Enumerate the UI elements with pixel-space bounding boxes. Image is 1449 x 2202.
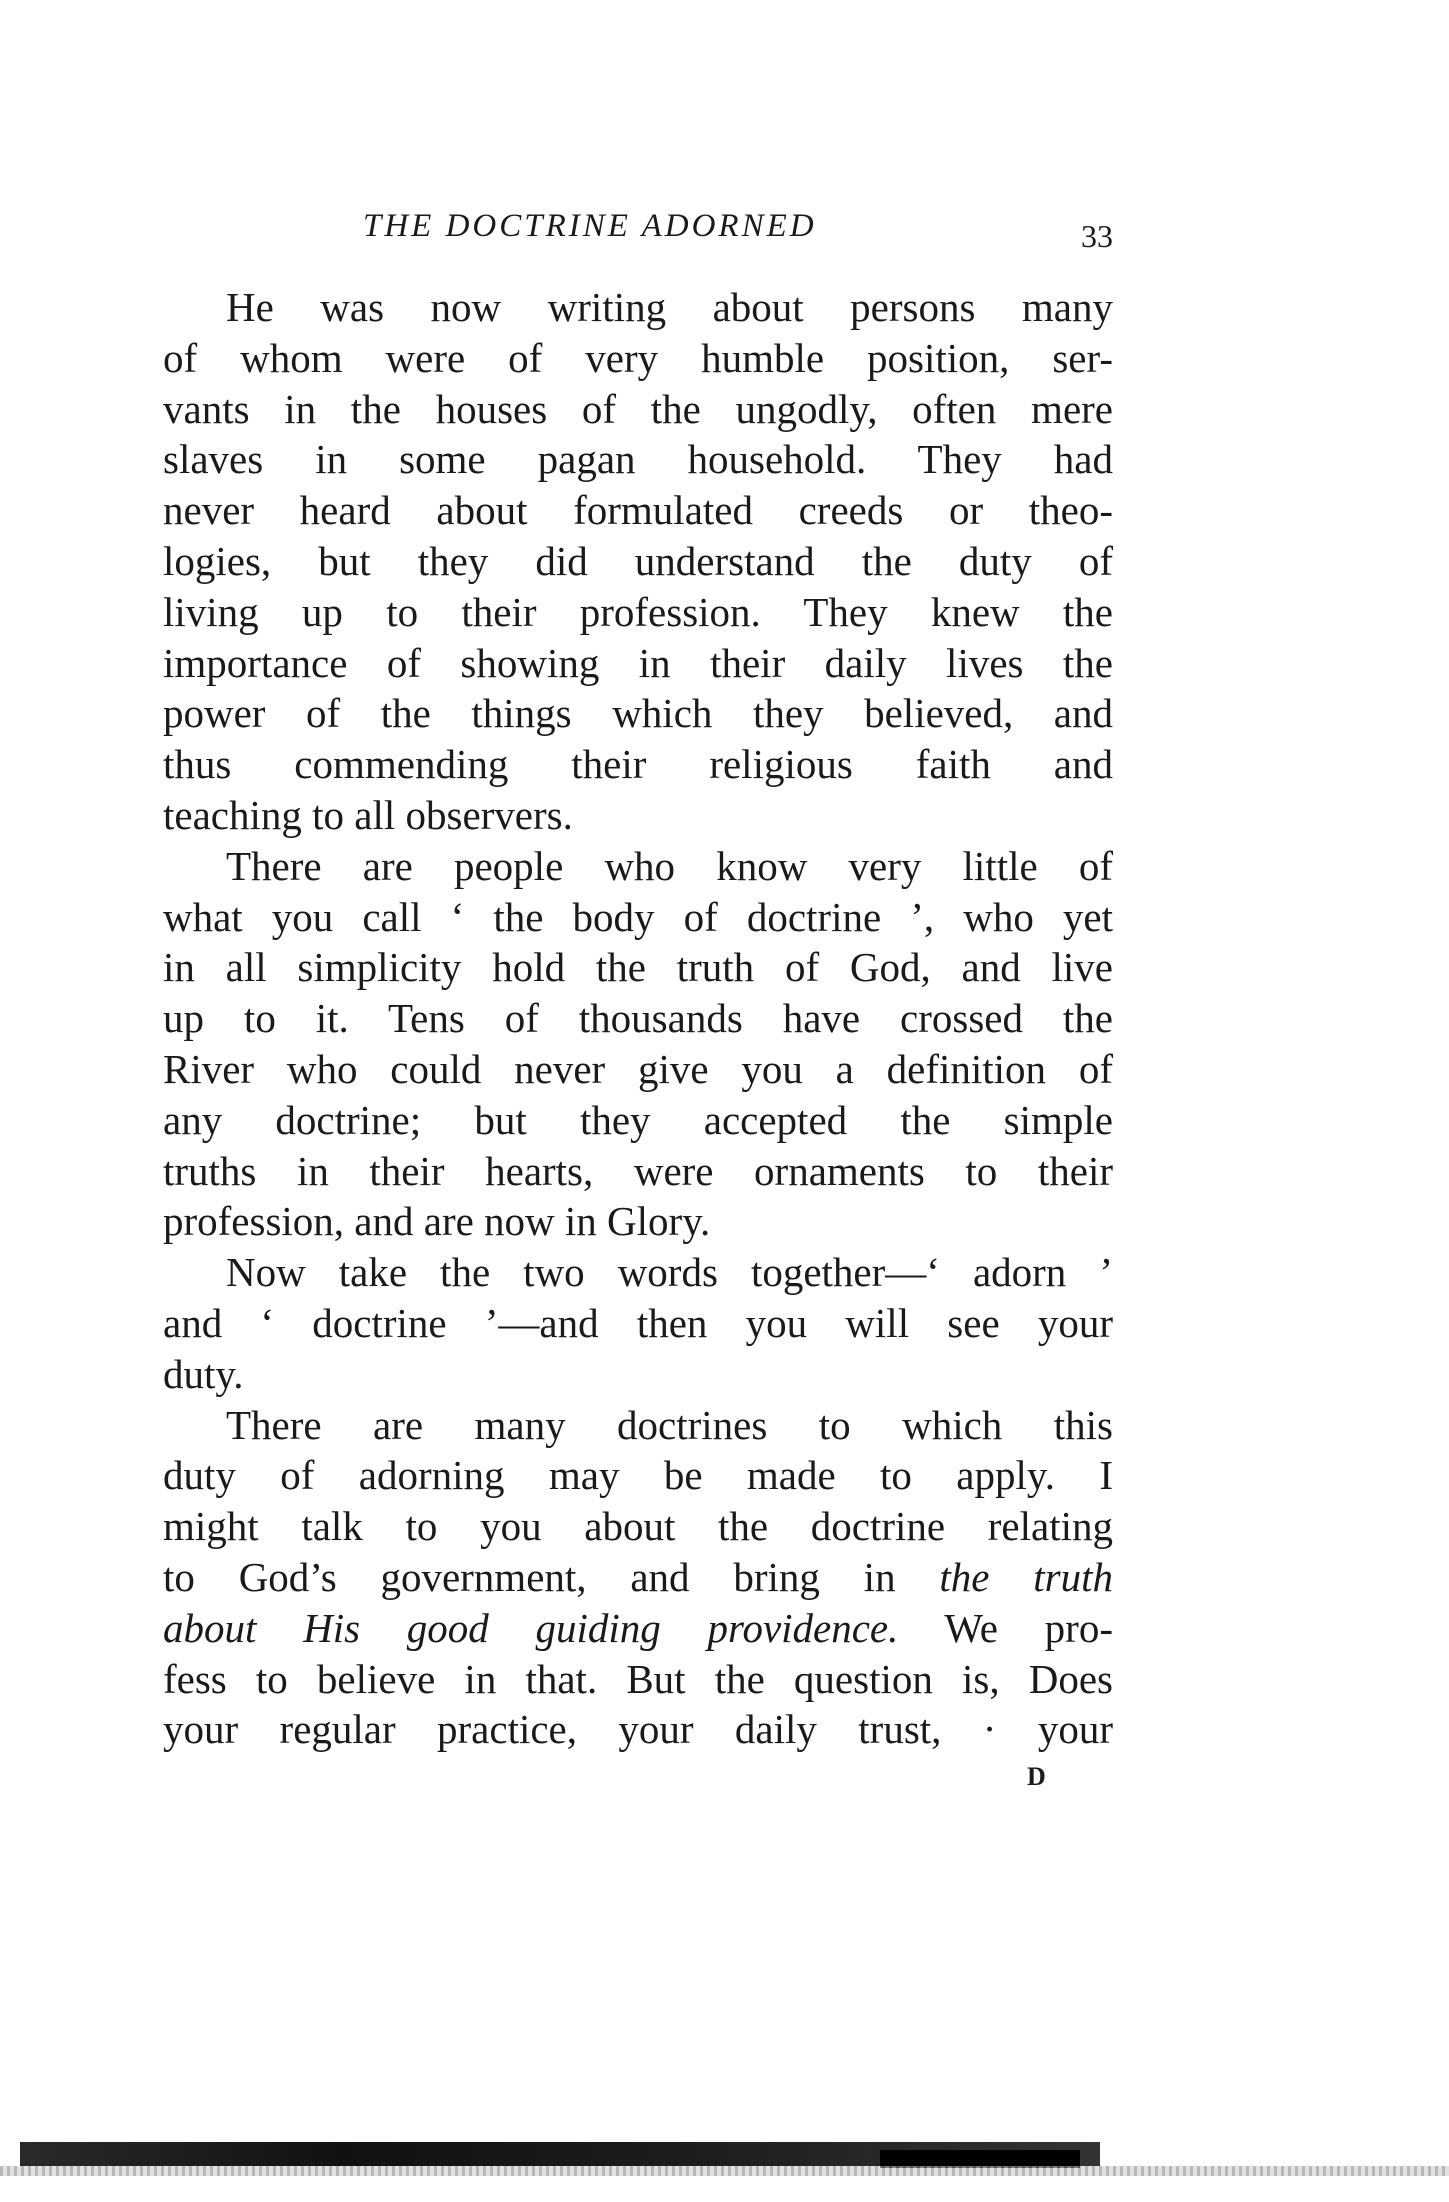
text-line: slaves in some pagan household. They had <box>163 436 1113 483</box>
text-line: Now take the two words together—‘ adorn ’ <box>226 1249 1113 1296</box>
text-line: fess to believe in that. But the question is, Does <box>163 1655 1113 1702</box>
italic-segment: about His good guiding providence. <box>163 1604 899 1651</box>
running-head-title: THE DOCTRINE ADORNED <box>363 208 817 244</box>
text-segment: to God’s government, and bring in <box>163 1553 940 1600</box>
signature-mark: D <box>1027 1762 1046 1791</box>
scan-edge-bar <box>0 2142 1449 2172</box>
text-line-mixed <box>163 1603 1113 1654</box>
text-line: duty of adorning may be made to apply. I <box>163 1452 1113 1499</box>
text-line: power of the things which they believed, and <box>163 690 1113 737</box>
italic-segment: the truth <box>939 1553 1114 1600</box>
text-line-mixed <box>163 1552 1113 1603</box>
text-line: any doctrine; but they accepted the simple <box>163 1096 1113 1143</box>
text-line: duty. <box>163 1350 244 1397</box>
text-line: your regular practice, your daily trust, · your <box>163 1706 1113 1753</box>
text-line: thus commending their religious faith and <box>163 741 1113 788</box>
text-line: in all simplicity hold the truth of God, and live <box>163 944 1113 991</box>
text-line: living up to their profession. They knew the <box>163 588 1113 635</box>
text-line: and ‘ doctrine ’—and then you will see your <box>163 1299 1113 1346</box>
text-line: There are many doctrines to which this <box>226 1401 1113 1448</box>
text-line: There are people who know very little of <box>226 842 1113 889</box>
page-number: 33 <box>1081 218 1113 254</box>
scan-edge-noise <box>0 2166 1449 2176</box>
text-line: of whom were of very humble position, ser- <box>163 334 1113 381</box>
text-line: teaching to all observers. <box>163 791 573 838</box>
text-line: up to it. Tens of thousands have crossed the <box>163 995 1113 1042</box>
text-line: vants in the houses of the ungodly, often mere <box>163 385 1113 432</box>
text-line: River who could never give you a definition of <box>163 1045 1113 1092</box>
running-head <box>163 208 1113 258</box>
text-line: truths in their hearts, were ornaments to their <box>163 1147 1113 1194</box>
text-line: never heard about formulated creeds or theo- <box>163 487 1113 534</box>
text-line: importance of showing in their daily lives the <box>163 639 1113 686</box>
text-line: logies, but they did understand the duty of <box>163 537 1113 584</box>
text-line: what you call ‘ the body of doctrine ’, who yet <box>163 893 1113 940</box>
text-segment: We pro- <box>898 1604 1113 1651</box>
body-text <box>163 282 1113 1755</box>
text-line: He was now writing about persons many <box>226 284 1113 330</box>
text-line: might talk to you about the doctrine relating <box>163 1503 1113 1550</box>
text-line: profession, and are now in Glory. <box>163 1198 711 1245</box>
